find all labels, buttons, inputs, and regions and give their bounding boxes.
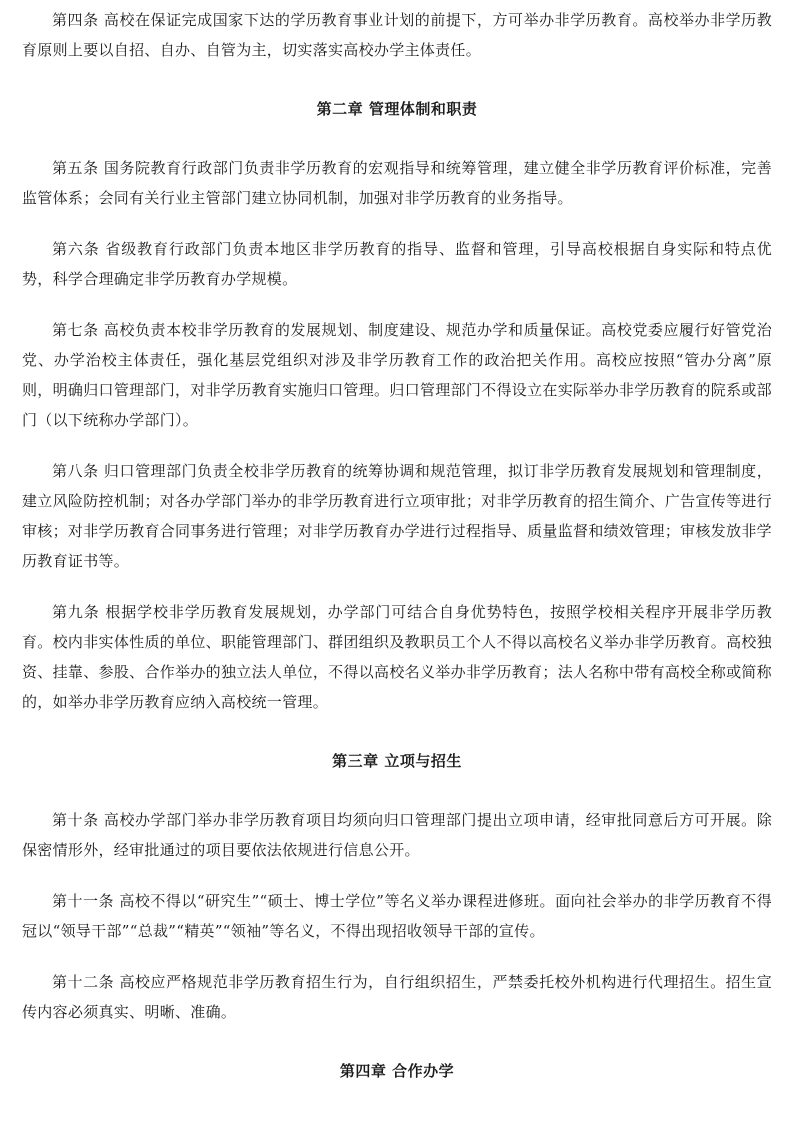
article-9: 第九条 根据学校非学历教育发展规划，办学部门可结合自身优势特色，按照学校相关程序开展非学历教育。校内非实体性质的单位、职能管理部门、群团组织及教职员工个人不得以高校名义举办非学历教育。高校独资、挂靠、参股、合作举办的独立法人单位，不得以高校名义举办非学历教育；法人名称中带有高校全称或简称的，如举办非学历教育应纳入高校统一管理。	[22, 603, 772, 711]
article-12: 第十二条 高校应严格规范非学历教育招生行为，自行组织招生，严禁委托校外机构进行代理招生。招生宣传内容必须真实、明晰、准确。	[22, 973, 772, 1021]
article-8: 第八条 归口管理部门负责全校非学历教育的统筹协调和规范管理，拟订非学历教育发展规划和管理制度，建立风险防控机制；对各办学部门举办的非学历教育进行立项审批；对非学历教育的招生简介、广告宣传等进行审核；对非学历教育合同事务进行管理；对非学历教育办学进行过程指导、质量监督和绩效管理；审核发放非学历教育证书等。	[22, 462, 772, 570]
article-11: 第十一条 高校不得以“研究生”“硕士、博士学位”等名义举办课程进修班。面向社会举办的非学历教育不得冠以“领导干部”“总裁”“精英”“领袖”等名义，不得出现招收领导干部的宣传。	[22, 892, 772, 940]
chapter-4-heading: 第四章 合作办学	[339, 1062, 455, 1080]
article-7: 第七条 高校负责本校非学历教育的发展规划、制度建设、规范办学和质量保证。高校党委应履行好管党治党、办学治校主体责任，强化基层党组织对涉及非学历教育工作的政治把关作用。高校应按照“管办分离”原则，明确归口管理部门，对非学历教育实施归口管理。归口管理部门不得设立在实际举办非学历教育的院系或部门（以下统称办学部门）。	[22, 321, 772, 429]
chapter-2-heading: 第二章 管理体制和职责	[316, 100, 478, 118]
article-5: 第五条 国务院教育行政部门负责非学历教育的宏观指导和统筹管理，建立健全非学历教育评价标准，完善监管体系；会同有关行业主管部门建立协同机制，加强对非学历教育的业务指导。	[22, 159, 772, 207]
chapter-3-heading: 第三章 立项与招生	[332, 752, 462, 770]
article-4: 第四条 高校在保证完成国家下达的学历教育事业计划的前提下，方可举办非学历教育。高校举办非学历教育原则上要以自招、自办、自管为主，切实落实高校办学主体责任。	[22, 11, 772, 59]
document-page	[22, 0, 772, 1086]
article-10: 第十条 高校办学部门举办非学历教育项目均须向归口管理部门提出立项申请，经审批同意后方可开展。除保密情形外，经审批通过的项目要依法依规进行信息公开。	[22, 811, 772, 859]
article-6: 第六条 省级教育行政部门负责本地区非学历教育的指导、监督和管理，引导高校根据自身实际和特点优势，科学合理确定非学历教育办学规模。	[22, 240, 772, 288]
